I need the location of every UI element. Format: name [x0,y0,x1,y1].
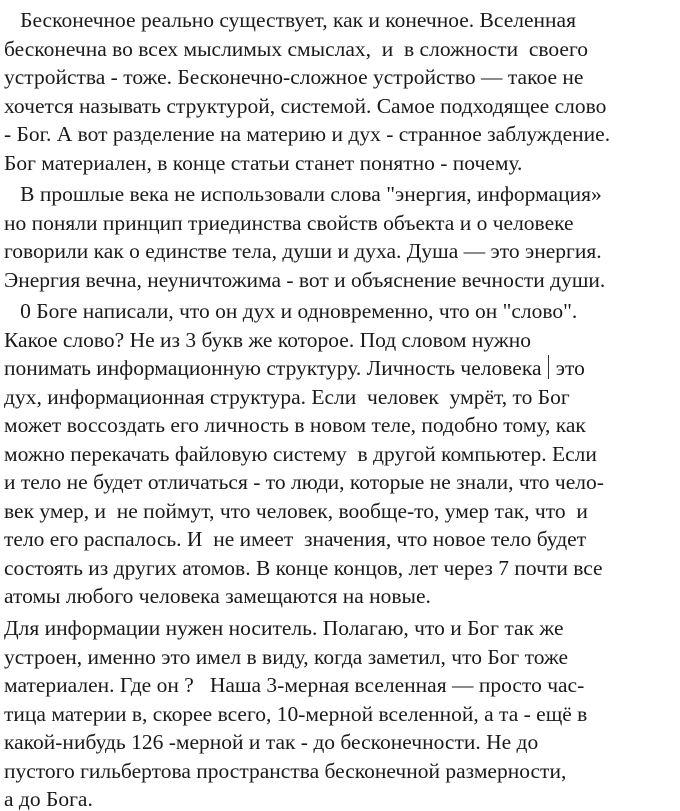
text-before-cursor: понимать информационную структуру. Личность человека [4,356,547,380]
text-line: хочется называть структурой, системой. Самое подходящее слово [4,93,607,118]
text-line: - Бог. А вот разделение на материю и дух - странное заблуждение. [4,122,611,146]
paragraph-4 [4,614,680,811]
paragraph-1 [4,6,680,177]
text-line: устройства - тоже. Бесконечно-сложное устройство — такое не [4,65,584,89]
text-line: какой-нибудь 126 -мерной и так - до бесконечности. Не до [4,730,539,754]
text-line: бесконечна во всех мыслимых смыслах, и в сложности своего [4,36,589,61]
text-line: пустого гильбертова пространства бесконечной размерности, [4,758,567,783]
text-line: материален. Где он ? Наша 3-мерная вселенная — просто час- [4,673,585,697]
text-line: Бесконечное реально существует, как и конечное. Вселенная [4,8,576,32]
text-line-with-cursor[interactable] [4,354,680,383]
text-line: дух, информационная структура. Если человек умрёт, то Бог [4,384,570,409]
text-line: 0 Боге написали, что он дух и одновременно, что он "слово". [4,299,578,323]
text-after-cursor: это [550,356,585,380]
text-line: устроен, именно это имел в виду, когда заметил, что Бог тоже [4,644,569,669]
text-line: Бог материален, в конце статьи станет понятно - почему. [4,150,523,175]
text-line: а до Бога. [4,787,93,811]
text-line: тица материи в, скорее всего, 10-мерной вселенной, а та - ещё в [4,701,588,726]
text-line: но поняли принцип триединства свойств объекта и о человеке [4,210,574,235]
text-line: состоять из других атомов. В конце концов, лет через 7 почти все [4,555,603,580]
text-line: Энергия вечна, неуничтожима - вот и объяснение вечности души. [4,267,606,292]
text-line: может воссоздать его личность в новом теле, подобно тому, как [4,413,586,437]
text-line: Для информации нужен носитель. Полагаю, что и Бог так же [4,616,564,640]
text-line: и тело не будет отличаться - то люди, которые не знали, что чело- [4,470,604,494]
text-line: тело его распалось. И не имеет значения, что новое тело будет [4,527,587,551]
text-line: атомы любого человека замещаются на новые. [4,584,431,608]
text-line: В прошлые века не использовали слова "энергия, информация» [4,182,602,206]
text-line: Какое слово? Не из 3 букв же которое. Под словом нужно [4,327,531,352]
text-line: век умер, и не поймут, что человек, вообще-то, умер так, что и [4,498,588,523]
text-line: можно перекачать файловую систему в другой компьютер. Если [4,441,597,466]
paragraph-3 [4,297,680,611]
text-line: говорили как о единстве тела, души и духа. Душа — это энергия. [4,239,602,263]
paragraph-2 [4,180,680,294]
